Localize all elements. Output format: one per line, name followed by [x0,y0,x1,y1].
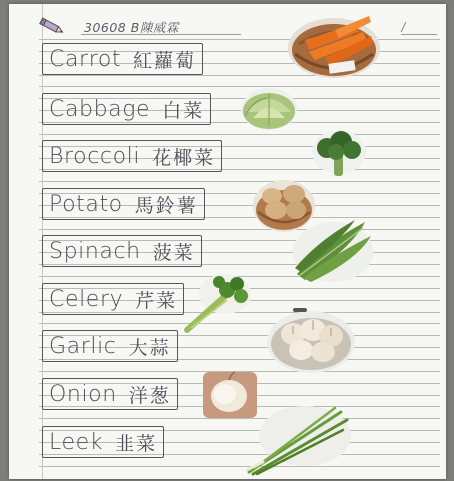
chinese-word: 花椰菜 [152,146,216,169]
leek-icon [243,402,353,476]
ruled-line [39,181,440,182]
english-word: Potato [49,191,123,217]
ruled-line [39,134,440,135]
english-word: Carrot [49,46,122,72]
ruled-line [39,229,440,230]
vocab-row [42,330,272,366]
word-box [42,330,178,362]
word-box [42,93,211,125]
word-box [42,140,222,172]
chinese-word: 洋葱 [128,384,171,407]
chinese-word: 韭菜 [115,432,158,455]
header-underline [81,34,241,35]
vocab-row [42,43,272,79]
chinese-word: 大蒜 [128,336,171,359]
english-word: Spinach [49,238,141,264]
notebook-page [9,4,446,479]
english-word: Leek [49,429,104,455]
vocab-row [42,140,272,176]
chinese-word: 芹菜 [135,289,178,312]
chinese-word: 菠菜 [152,241,195,264]
english-word: Onion [49,381,117,407]
garlic-bowl-icon [265,304,357,374]
page-header [37,14,297,38]
word-box [42,235,202,267]
student-label: 30608 B陳威霖 [84,20,179,35]
vocab-row [42,93,272,129]
vocab-row [42,235,272,271]
celery-icon [181,270,261,334]
english-word: Garlic [49,333,117,359]
word-box [42,188,205,220]
carrot-basket-icon [285,10,383,80]
ruled-line [39,466,440,467]
word-box [42,283,184,315]
word-box [42,43,203,75]
broccoli-icon [311,128,367,180]
vocab-row [42,188,272,224]
chinese-word: 紅蘿蔔 [133,49,197,72]
date-underline [401,34,437,35]
chinese-word: 白菜 [162,99,205,122]
tick-mark [393,22,407,32]
word-box [42,378,178,410]
word-box [42,426,164,458]
cabbage-icon [239,82,299,132]
english-word: Cabbage [49,96,151,122]
english-word: Celery [49,286,124,312]
pencil-icon [37,16,65,36]
english-word: Broccoli [49,143,141,169]
spinach-icon [291,216,375,286]
vocab-row [42,426,272,462]
chinese-word: 馬鈴薯 [134,194,198,217]
